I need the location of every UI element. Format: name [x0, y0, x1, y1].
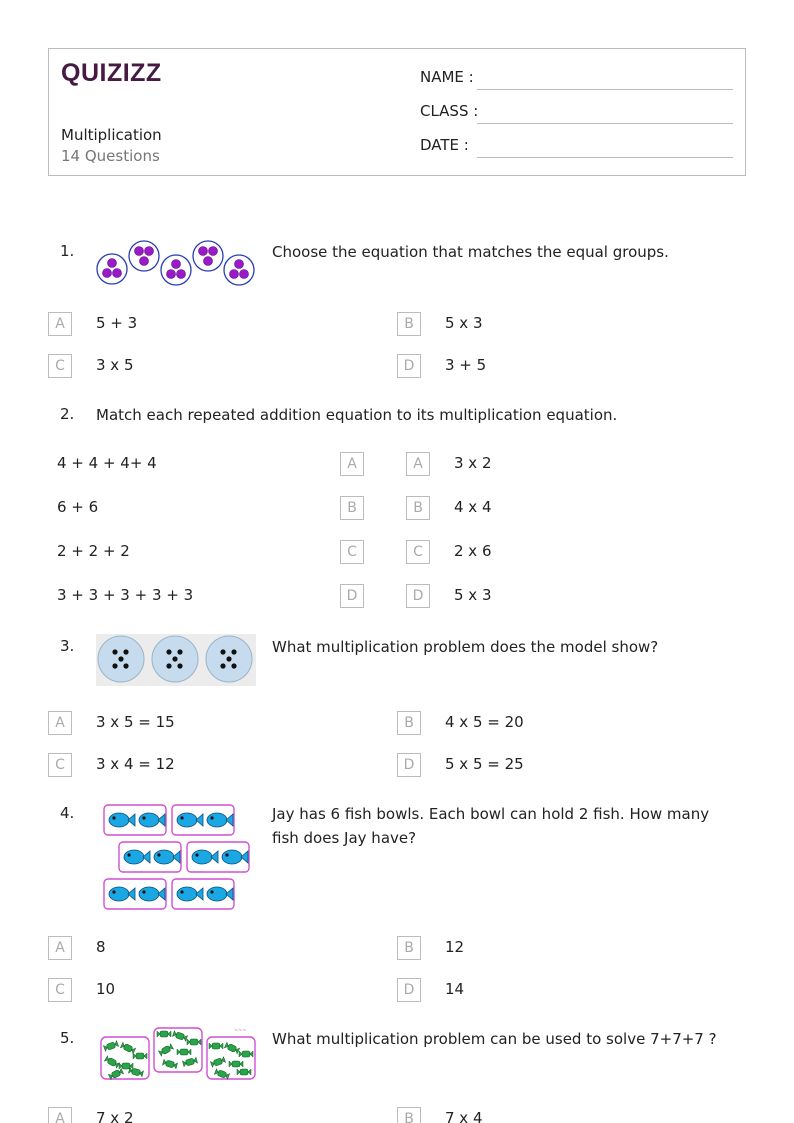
option-b-box[interactable]: B	[397, 711, 421, 735]
candy-groups-image	[98, 1024, 258, 1084]
match-right-letter: B	[406, 496, 430, 520]
option-c-box[interactable]: C	[48, 354, 72, 378]
match-left-item: 3 + 3 + 3 + 3 + 3	[57, 586, 194, 604]
option-b-box[interactable]: B	[397, 312, 421, 336]
option-b-text: 5 x 3	[445, 314, 483, 332]
option-a-text: 7 x 2	[96, 1109, 134, 1123]
option-d-text: 5 x 5 = 25	[445, 755, 524, 773]
match-answer-box[interactable]: D	[340, 584, 364, 608]
match-right-letter: A	[406, 452, 430, 476]
class-label: CLASS :	[420, 102, 479, 120]
match-left-item: 6 + 6	[57, 498, 99, 516]
date-label: DATE :	[420, 136, 469, 154]
name-label: NAME :	[420, 68, 474, 86]
option-d-box[interactable]: D	[397, 978, 421, 1002]
match-right-item: 2 x 6	[454, 542, 492, 560]
quizizz-logo: QUIZIZZ	[61, 59, 162, 87]
option-d-text: 3 + 5	[445, 356, 487, 374]
fish-bowls-image	[100, 802, 254, 912]
question-text: What multiplication problem does the model show?	[272, 638, 659, 656]
option-c-box[interactable]: C	[48, 978, 72, 1002]
match-answer-box[interactable]: B	[340, 496, 364, 520]
date-line[interactable]	[477, 157, 733, 158]
option-a-text: 5 + 3	[96, 314, 138, 332]
question-text: Choose the equation that matches the equal groups.	[272, 243, 669, 261]
option-a-box[interactable]: A	[48, 936, 72, 960]
option-b-box[interactable]: B	[397, 1107, 421, 1123]
option-c-box[interactable]: C	[48, 753, 72, 777]
option-c-text: 10	[96, 980, 116, 998]
option-d-text: 14	[445, 980, 465, 998]
equal-groups-circles-image	[96, 238, 256, 290]
option-a-box[interactable]: A	[48, 312, 72, 336]
option-b-box[interactable]: B	[397, 936, 421, 960]
worksheet-title: Multiplication	[61, 126, 162, 144]
question-text: What multiplication problem can be used to solve 7+7+7 ?	[272, 1030, 717, 1048]
question-number: 2.	[60, 405, 75, 423]
match-right-item: 3 x 2	[454, 454, 492, 472]
option-c-text: 3 x 4 = 12	[96, 755, 175, 773]
question-text: Jay has 6 fish bowls. Each bowl can hold 2 fish. How many fish does Jay have?	[272, 805, 710, 847]
match-right-letter: D	[406, 584, 430, 608]
name-line[interactable]	[477, 89, 733, 90]
option-b-text: 4 x 5 = 20	[445, 713, 524, 731]
option-c-text: 3 x 5	[96, 356, 134, 374]
option-a-box[interactable]: A	[48, 1107, 72, 1123]
question-number: 4.	[60, 804, 75, 822]
question-number: 5.	[60, 1029, 75, 1047]
question-number: 1.	[60, 242, 75, 260]
option-a-box[interactable]: A	[48, 711, 72, 735]
match-left-item: 2 + 2 + 2	[57, 542, 130, 560]
match-right-item: 5 x 3	[454, 586, 492, 604]
match-answer-box[interactable]: A	[340, 452, 364, 476]
option-b-text: 12	[445, 938, 465, 956]
option-d-box[interactable]: D	[397, 354, 421, 378]
option-a-text: 3 x 5 = 15	[96, 713, 175, 731]
question-text: Match each repeated addition equation to its multiplication equation.	[96, 406, 618, 424]
svg-text:~~~: ~~~	[234, 1028, 247, 1034]
option-a-text: 8	[96, 938, 106, 956]
dot-plates-image	[96, 634, 256, 686]
question-number: 3.	[60, 637, 75, 655]
worksheet-header	[48, 48, 746, 176]
match-left-item: 4 + 4 + 4+ 4	[57, 454, 157, 472]
match-right-item: 4 x 4	[454, 498, 492, 516]
option-b-text: 7 x 4	[445, 1109, 483, 1123]
match-answer-box[interactable]: C	[340, 540, 364, 564]
option-d-box[interactable]: D	[397, 753, 421, 777]
match-right-letter: C	[406, 540, 430, 564]
question-count: 14 Questions	[61, 147, 160, 165]
class-line[interactable]	[477, 123, 733, 124]
